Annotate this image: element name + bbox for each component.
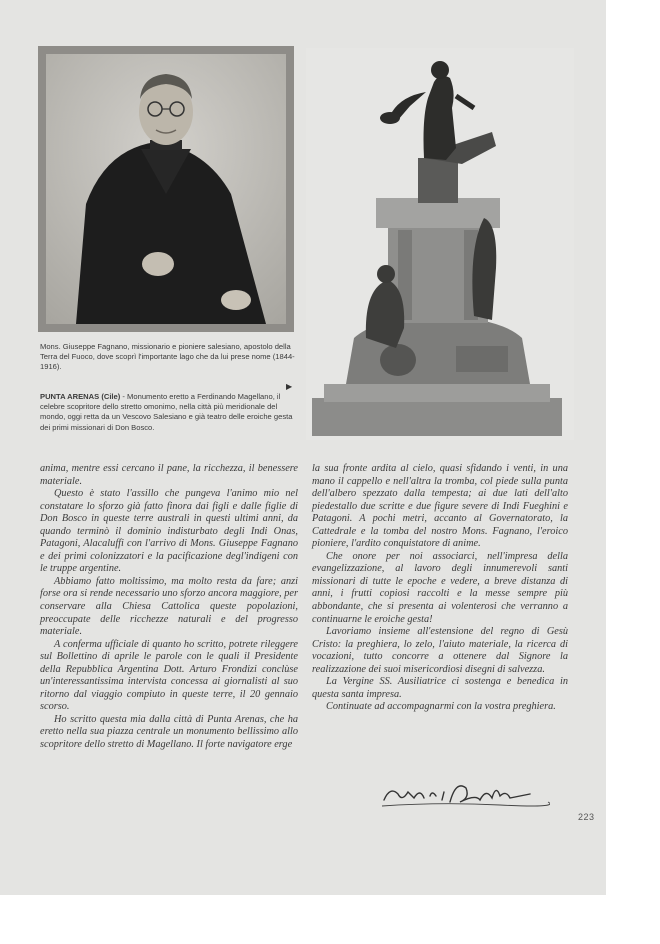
signature-image [380,772,550,812]
monument-caption-title: PUNTA ARENAS (Cile) [40,392,121,401]
page-margin [606,0,660,944]
paragraph: A conferma ufficiale di quanto ho scritto, potrete rileggere sul Bollettino di aprile le parole con le quali il Presidente della Repubblica Argentina Dott. Arturo Frondizi conclùse un'interessantissima intervista concessa ai giornalisti al suo ritorno dal viaggio compiuto in queste terre, il 20 gennaio scorso. [40,638,298,713]
monument-photo [306,48,574,440]
portrait-caption: Mons. Giuseppe Fagnano, missionario e pioniere salesiano, apostolo della Terra del Fuoco, dove scoprì l'importante lago che da lui prese nome (1844-1916). [40,342,295,372]
paragraph: Che onore per noi associarci, nell'impresa della evangelizzazione, al lavoro degli innumerevoli santi missionari di tutte le epoche e vedere, a breve distanza di anni, i frutti copiosi raccolti e la messe sempre più abbondante, che si presenta ai volenterosi che verranno a continuarne le eroiche gesta! [312,550,568,625]
caption-arrow-icon: ▶ [286,382,293,391]
monument-caption [40,392,295,433]
monument-caption-text: - Monumento eretto a Ferdinando Magellano, il celebre scopritore dello stretto omonimo, nella città più meridionale del mondo, oggi retta da un Vescovo Salesiano e già teatro delle eroiche gesta dei primi missionari di Don Bosco. [40,392,293,432]
monument-image [306,48,574,440]
page-number: 223 [578,812,595,822]
portrait-image [46,54,286,324]
paragraph: Abbiamo fatto moltissimo, ma molto resta da fare; anzi forse ora si rende necessario uno sforzo ancora maggiore, per conservare alla Chiesa Cattolica queste popolazioni, preoccupate delle ricchezze naturali e del progresso materiale. [40,575,298,638]
article-column-right [312,463,568,714]
paragraph: Continuate ad accompagnarmi con la vostra preghiera. [326,701,556,713]
paragraph: Ho scritto questa mia dalla città di Punta Arenas, che ha eretto nella sua piazza centrale un monumento bellissimo allo scopritore dello stretto di Magellano. Il forte navigatore erge [40,713,298,751]
paragraph: Questo è stato l'assillo che pungeva l'animo mio nel constatare lo sforzo già fatto finora dai figli e dalle figlie di Don Bosco in queste terre australi in questi ultimi anni, da quando terminò il dominio indisturbato degli Indi Onas, Patagoni, Alacaluffi con l'arrivo di Mons. Giuseppe Fagnano e dei primi colonizzatori e la pacificazione degl'indigeni con le truppe argentine. [40,488,298,575]
article-column-left [40,463,298,752]
paragraph: anima, mentre essi cercano il pane, la ricchezza, il benessere materiale. [40,463,298,487]
portrait-photo-frame [38,46,294,332]
portrait-photo [46,54,286,324]
paragraph: la sua fronte ardita al cielo, quasi sfidando i venti, in una mano il cappello e nell'altra la tromba, col piede sulla punta dell'albero spezzato dalla tempesta; ai due lati dell'alto piedestallo due scritte e due figure severe di Indi Fueghini e Patagoni. A pochi metri, accanto al Governatorato, la Cattedrale e la tomba del nostro Mons. Fagnano, l'eroico pioniere, l'ardito conquistatore di anime. [312,463,568,550]
paragraph: Lavoriamo insieme all'estensione del regno di Gesù Cristo: la preghiera, lo zelo, l'aiuto materiale, la ricerca di vocazioni, tutto concorre a ottenere dal Signore la realizzazione dei suoi misericordiosi disegni di salvezza. [312,626,568,675]
paragraph: La Vergine SS. Ausiliatrice ci sostenga e benedica in questa santa impresa. [312,676,568,700]
